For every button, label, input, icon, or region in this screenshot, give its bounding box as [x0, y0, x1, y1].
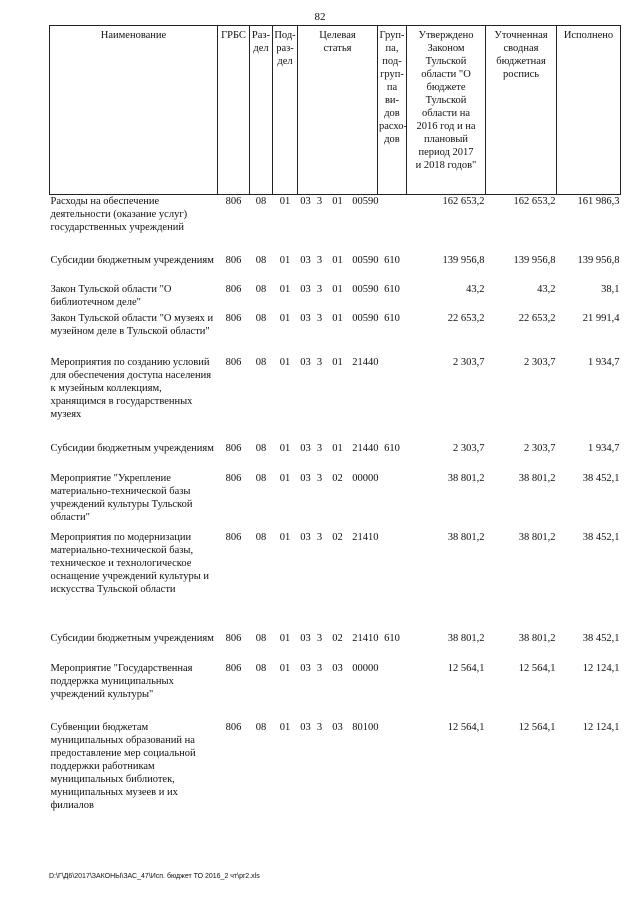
- row-expense-type: 610: [384, 283, 400, 295]
- target-article-segment: 03: [300, 531, 311, 543]
- row-approved: 43,2: [466, 283, 485, 295]
- row-razdel: 08: [255, 472, 267, 484]
- row-executed: 12 124,1: [582, 721, 620, 733]
- row-executed: 38 452,1: [582, 632, 620, 644]
- target-article-segment: 3: [316, 356, 323, 368]
- row-name: Закон Тульской области "О библиотечном деле": [50, 283, 172, 308]
- row-executed: 21 991,4: [582, 312, 620, 324]
- row-name: Мероприятие "Государственная поддержка муниципальных учреждений культуры": [50, 662, 193, 700]
- target-article-segment: 3: [316, 662, 323, 674]
- target-article-segment: 21410: [352, 632, 379, 644]
- row-refined: 162 653,2: [513, 196, 556, 207]
- row-podrazdel: 01: [279, 472, 291, 484]
- row-grbs: 806: [225, 531, 242, 543]
- header-podrazdel: Под- раз- дел: [273, 26, 298, 195]
- row-name: Мероприятия по модернизации материально-технической базы, техническое и технологическое оснащение учреждений культуры и искусства Тульской области: [50, 531, 210, 595]
- target-article-segment: 00590: [352, 196, 379, 207]
- target-article-segment: 21440: [352, 442, 379, 454]
- target-article-segment: 3: [316, 632, 323, 644]
- target-article-segment: 3: [316, 312, 323, 324]
- row-target-article: [298, 531, 378, 632]
- row-target-article: [298, 721, 378, 821]
- row-expense-type: [378, 356, 407, 442]
- row-grbs: 806: [225, 662, 242, 674]
- row-expense-type: [378, 472, 407, 531]
- target-article-segment: 01: [332, 196, 343, 207]
- row-name: Субвенции бюджетам муниципальных образований на предоставление мер социальной поддержки работникам муниципальных библиотек, муниципальных музеев и их филиалов: [50, 721, 196, 811]
- row-refined: 22 653,2: [518, 312, 556, 324]
- header-row: [50, 26, 621, 195]
- row-name: Закон Тульской области "О музеях и музейном деле в Тульской области": [50, 312, 214, 337]
- target-article-segment: 01: [332, 312, 343, 324]
- row-approved: 38 801,2: [447, 531, 485, 543]
- row-expense-type: [378, 531, 407, 632]
- row-executed: 1 934,7: [588, 356, 620, 368]
- row-podrazdel: 01: [279, 254, 291, 266]
- row-razdel: 08: [255, 312, 267, 324]
- row-target-article: [298, 442, 378, 472]
- target-article-segment: 03: [300, 283, 311, 295]
- header-name: Наименование: [50, 26, 218, 195]
- target-article-segment: 21440: [352, 356, 379, 368]
- row-executed: 38 452,1: [582, 472, 620, 484]
- row-podrazdel: 01: [279, 531, 291, 543]
- row-name: Субсидии бюджетным учреждениям: [50, 254, 214, 266]
- target-article-segment: 03: [332, 721, 343, 733]
- target-article-segment: 03: [300, 312, 311, 324]
- row-approved: 162 653,2: [442, 196, 485, 207]
- target-article-segment: 21410: [352, 531, 379, 543]
- row-target-article: [298, 356, 378, 442]
- row-expense-type: [378, 662, 407, 721]
- page-number: 82: [314, 11, 326, 23]
- header-grbs: ГРБС: [218, 26, 250, 195]
- row-expense-type: [378, 721, 407, 821]
- target-article-segment: 00000: [352, 662, 379, 674]
- row-refined: 2 303,7: [524, 442, 556, 454]
- row-grbs: 806: [225, 472, 242, 484]
- target-article-segment: 03: [300, 662, 311, 674]
- row-name: Субсидии бюджетным учреждениям: [50, 632, 214, 644]
- row-executed: 1 934,7: [588, 442, 620, 454]
- header-target-article: Целевая статья: [298, 26, 378, 195]
- row-podrazdel: 01: [279, 632, 291, 644]
- row-target-article: [298, 472, 378, 531]
- row-approved: 139 956,8: [442, 254, 485, 266]
- target-article-segment: 03: [300, 254, 311, 266]
- table-row: [50, 531, 621, 632]
- target-article-segment: 03: [300, 356, 311, 368]
- row-executed: 161 986,3: [577, 196, 620, 207]
- target-article-segment: 00590: [352, 283, 379, 295]
- table-row: [50, 662, 621, 721]
- row-razdel: 08: [255, 721, 267, 733]
- target-article-segment: 3: [316, 472, 323, 484]
- target-article-segment: 01: [332, 254, 343, 266]
- row-podrazdel: 01: [279, 442, 291, 454]
- row-target-article: [298, 195, 378, 254]
- row-name: Расходы на обеспечение деятельности (оказание услуг) государственных учреждений: [50, 196, 188, 233]
- target-article-segment: 03: [300, 442, 311, 454]
- row-refined: 12 564,1: [518, 662, 556, 674]
- table-row: [50, 283, 621, 312]
- target-article-segment: 80100: [352, 721, 379, 733]
- row-razdel: 08: [255, 531, 267, 543]
- row-razdel: 08: [255, 196, 267, 207]
- row-podrazdel: 01: [279, 312, 291, 324]
- row-razdel: 08: [255, 283, 267, 295]
- row-target-article: [298, 283, 378, 312]
- target-article-segment: 02: [332, 632, 343, 644]
- row-executed: 38,1: [601, 283, 620, 295]
- table-row: [50, 632, 621, 662]
- table-row: [50, 442, 621, 472]
- row-razdel: 08: [255, 632, 267, 644]
- row-target-article: [298, 312, 378, 356]
- target-article-segment: 01: [332, 356, 343, 368]
- target-article-segment: 03: [300, 721, 311, 733]
- header-executed: Исполнено: [557, 26, 621, 195]
- target-article-segment: 03: [300, 196, 311, 207]
- target-article-segment: 00590: [352, 254, 379, 266]
- table-row: [50, 254, 621, 283]
- row-approved: 38 801,2: [447, 632, 485, 644]
- row-executed: 38 452,1: [582, 531, 620, 543]
- row-target-article: [298, 254, 378, 283]
- row-refined: 12 564,1: [518, 721, 556, 733]
- row-approved: 22 653,2: [447, 312, 485, 324]
- row-executed: 12 124,1: [582, 662, 620, 674]
- row-podrazdel: 01: [279, 196, 291, 207]
- row-approved: 12 564,1: [447, 721, 485, 733]
- row-grbs: 806: [225, 442, 242, 454]
- row-podrazdel: 01: [279, 356, 291, 368]
- row-grbs: 806: [225, 283, 242, 295]
- target-article-segment: 3: [316, 283, 323, 295]
- row-expense-type: 610: [384, 254, 400, 266]
- row-grbs: 806: [225, 254, 242, 266]
- row-grbs: 806: [225, 632, 242, 644]
- row-razdel: 08: [255, 442, 267, 454]
- row-refined: 38 801,2: [518, 632, 556, 644]
- target-article-segment: 02: [332, 472, 343, 484]
- table-row: [50, 195, 621, 254]
- header-refined: Уточненная сводная бюджетная роспись: [486, 26, 557, 195]
- target-article-segment: 3: [316, 196, 323, 207]
- row-refined: 2 303,7: [524, 356, 556, 368]
- row-refined: 38 801,2: [518, 531, 556, 543]
- target-article-segment: 3: [316, 721, 323, 733]
- row-approved: 12 564,1: [447, 662, 485, 674]
- row-approved: 2 303,7: [453, 356, 485, 368]
- table-row: [50, 721, 621, 821]
- row-expense-type: [378, 195, 407, 254]
- row-grbs: 806: [225, 196, 242, 207]
- row-razdel: 08: [255, 356, 267, 368]
- target-article-segment: 3: [316, 442, 323, 454]
- row-expense-type: 610: [384, 442, 400, 454]
- row-podrazdel: 01: [279, 662, 291, 674]
- budget-table: [49, 25, 621, 821]
- target-article-segment: 01: [332, 442, 343, 454]
- row-grbs: 806: [225, 721, 242, 733]
- table-row: [50, 472, 621, 531]
- target-article-segment: 00000: [352, 472, 379, 484]
- row-grbs: 806: [225, 356, 242, 368]
- row-refined: 38 801,2: [518, 472, 556, 484]
- target-article-segment: 03: [300, 632, 311, 644]
- header-approved: Утверждено Законом Тульской области "О бюджете Тульской области на 2016 год и на плановый период 2017 и 2018 годов": [407, 26, 486, 195]
- row-razdel: 08: [255, 254, 267, 266]
- row-name: Мероприятие "Укрепление материально-технической базы учреждений культуры Тульской области": [50, 472, 193, 523]
- row-approved: 2 303,7: [453, 442, 485, 454]
- row-name: Мероприятия по созданию условий для обеспечения доступа населения к музейным коллекциям, хранящимся в государственных музеях: [50, 356, 212, 420]
- target-article-segment: 3: [316, 254, 323, 266]
- row-expense-type: 610: [384, 312, 400, 324]
- row-expense-type: 610: [384, 632, 400, 644]
- row-name: Субсидии бюджетным учреждениям: [50, 442, 214, 454]
- header-razdel: Раз- дел: [250, 26, 273, 195]
- target-article-segment: 02: [332, 531, 343, 543]
- row-target-article: [298, 662, 378, 721]
- table-body: [50, 195, 621, 821]
- row-podrazdel: 01: [279, 283, 291, 295]
- target-article-segment: 00590: [352, 312, 379, 324]
- target-article-segment: 3: [316, 531, 323, 543]
- row-podrazdel: 01: [279, 721, 291, 733]
- row-approved: 38 801,2: [447, 472, 485, 484]
- target-article-segment: 03: [300, 472, 311, 484]
- target-article-segment: 01: [332, 283, 343, 295]
- file-path-footer: D:\Г\Д6\2017\ЗАКОНЫ\ЗАС_47\Исп. бюджет ТО 2016_2 чт\pr2.xls: [49, 873, 260, 880]
- target-article-segment: 03: [332, 662, 343, 674]
- table-row: [50, 312, 621, 356]
- header-expense-type: Груп- па, под- груп- па ви- дов расхо- дов: [378, 26, 407, 195]
- row-target-article: [298, 632, 378, 662]
- row-grbs: 806: [225, 312, 242, 324]
- row-executed: 139 956,8: [577, 254, 620, 266]
- row-refined: 43,2: [537, 283, 556, 295]
- table-row: [50, 356, 621, 442]
- row-razdel: 08: [255, 662, 267, 674]
- row-refined: 139 956,8: [513, 254, 556, 266]
